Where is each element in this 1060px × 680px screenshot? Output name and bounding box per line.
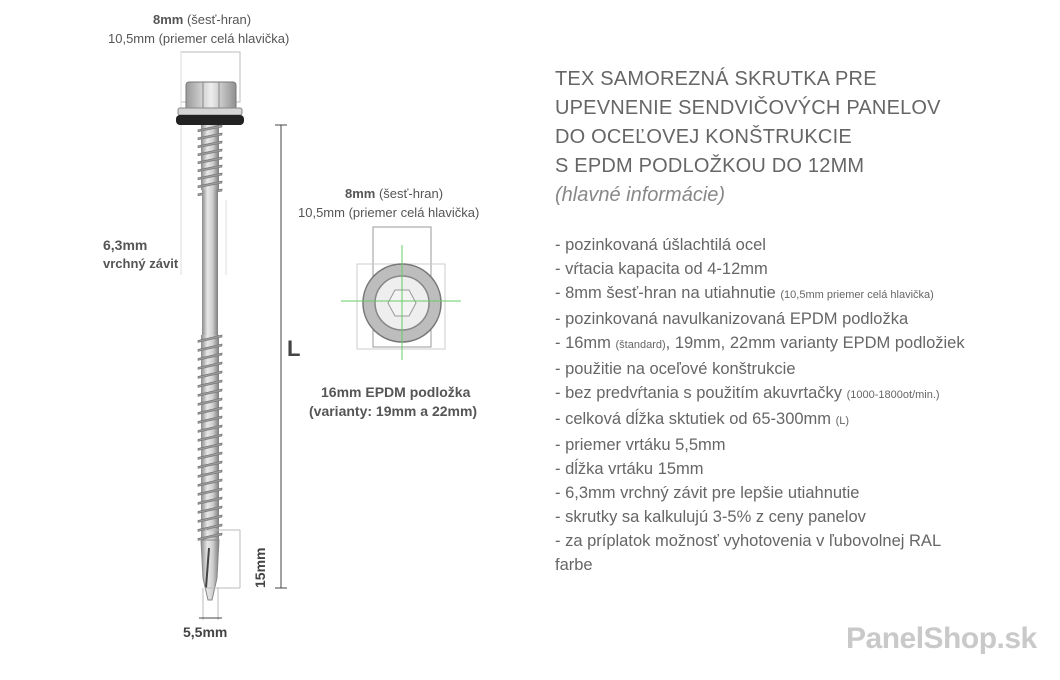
drill-diameter-label: 5,5mm (183, 624, 228, 640)
list-item: farbe (555, 556, 593, 574)
info-title (555, 65, 941, 210)
thread-desc-label: vrchný závit (103, 256, 179, 271)
lower-thread (198, 335, 222, 540)
title-line: UPEVNENIE SENDVIČOVÝCH PANELOV (555, 97, 941, 119)
list-item: - pozinkovaná navulkanizovaná EPDM podložka (555, 310, 909, 328)
list-item: - priemer vrtáku 5,5mm (555, 436, 726, 454)
shank (202, 190, 218, 335)
washer-variants-label: (varianty: 19mm a 22mm) (309, 403, 478, 419)
drill-tip (201, 540, 219, 600)
length-label: L (287, 336, 301, 361)
hex-head (186, 82, 236, 110)
list-item: - 8mm šesť-hran na utiahnutie (10,5mm priemer celá hlavička) (555, 284, 934, 302)
info-bullet-list (555, 233, 965, 577)
list-item: - vŕtacia kapacita od 4-12mm (555, 260, 768, 278)
washer-label: 16mm EPDM podložka (321, 384, 471, 400)
list-item: - bez predvŕtania s použitím akuvrtačky (1000-1800ot/min.) (555, 384, 940, 402)
title-line: DO OCEĽOVEJ KONŠTRUKCIE (555, 126, 852, 148)
list-item: - celková dĺžka sktutiek od 65-300mm (L) (555, 410, 850, 428)
brand-logo: PanelShop.sk (846, 622, 1037, 655)
upper-thread (198, 125, 222, 196)
metal-washer (178, 108, 242, 115)
info-subtitle: (hlavné informácie) (555, 184, 726, 206)
head-diameter-label: 10,5mm (priemer celá hlavička) (108, 31, 290, 46)
list-item: - 6,3mm vrchný závit pre lepšie utiahnutie (555, 484, 860, 502)
top-head-diameter-label: 10,5mm (priemer celá hlavička) (298, 205, 480, 220)
drill-length-label: 15mm (252, 547, 268, 588)
list-item: - za príplatok možnosť vyhotovenia v ľubovolnej RAL (555, 532, 942, 550)
list-item: - použitie na oceľové konštrukcie (555, 360, 796, 378)
top-view (341, 227, 461, 360)
epdm-washer (176, 115, 244, 125)
list-item: - skrutky sa kalkulujú 3-5% z ceny panelov (555, 508, 866, 526)
title-line: TEX SAMOREZNÁ SKRUTKA PRE (555, 68, 877, 90)
title-line: S EPDM PODLOŽKOU DO 12MM (555, 155, 865, 177)
top-head-size-label: 8mm (šesť-hran) (345, 186, 444, 201)
thread-size-label: 6,3mm (103, 237, 148, 253)
head-size-label: 8mm (šesť-hran) (153, 12, 252, 27)
list-item: - dĺžka vrtáku 15mm (555, 460, 704, 478)
list-item: - 16mm (štandard), 19mm, 22mm varianty EPDM podložiek (555, 334, 965, 352)
list-item: - pozinkovaná úšlachtilá ocel (555, 236, 766, 254)
